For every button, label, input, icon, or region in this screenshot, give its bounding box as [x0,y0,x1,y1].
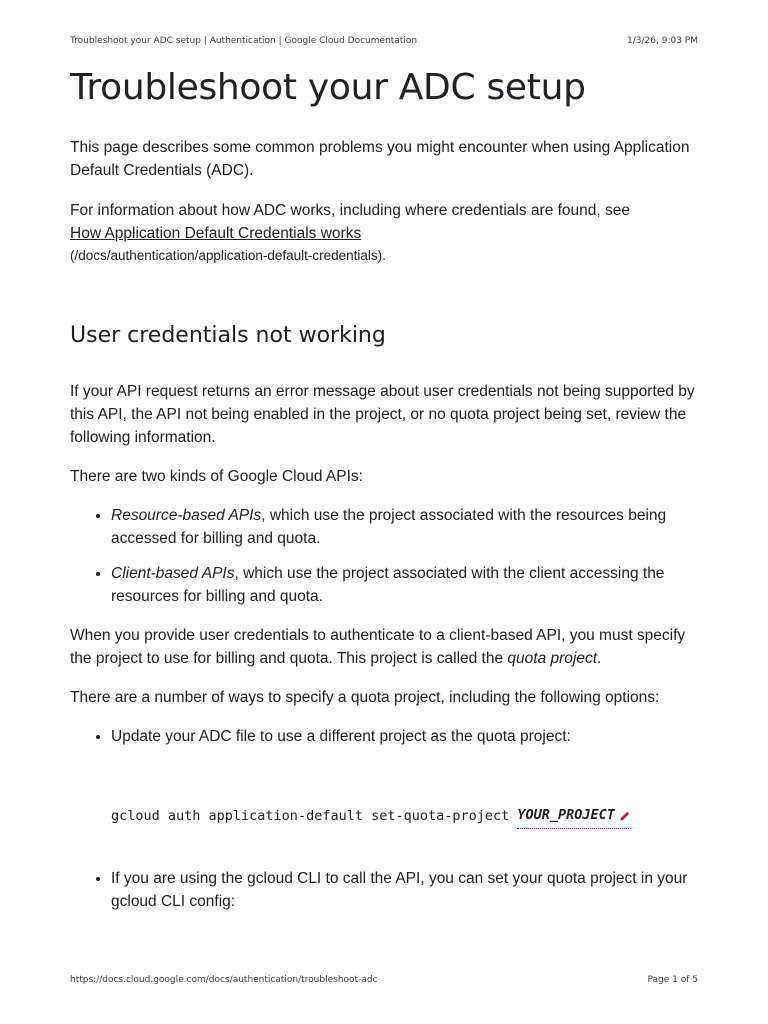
paragraph-text: When you provide user credentials to authenticate to a client-based API, you must specify the project to use for billing and quota. This project is called the [70,627,686,667]
intro-paragraph: This page describes some common problems you might encounter when using Application Default Credentials (ADC). [70,139,690,179]
list-item-term: Client-based APIs [111,565,235,582]
section-paragraph-2: There are two kinds of Google Cloud APIs: [70,468,363,485]
print-header-title: Troubleshoot your ADC setup | Authentication | Google Cloud Documentation [70,36,418,46]
document-body [70,66,700,913]
info-text: For information about how ADC works, including where credentials are found, see [70,202,631,219]
project-placeholder[interactable] [517,804,631,829]
print-header-datetime: 1/3/26, 9:03 PM [627,36,698,46]
code-command: gcloud auth application-default set-quota-project [111,808,518,824]
list-item-term: Resource-based APIs [111,507,262,524]
section-heading: User credentials not working [70,323,386,348]
print-header [70,36,698,46]
pencil-icon [619,810,631,822]
section-paragraph-1: If your API request returns an error message about user credentials not being supported by this API, the API not being enabled in the project, or no quota project being set, review the following information. [70,383,695,446]
adc-works-link[interactable]: How Application Default Credentials works [70,225,362,242]
footer-url: https://docs.cloud.google.com/docs/authentication/troubleshoot-adc [70,975,378,985]
placeholder-text: YOUR_PROJECT [517,807,615,823]
list-item-text: , which use the project associated with the resources being accessed for billing and quota. [111,507,667,547]
print-footer [70,975,698,985]
page-number: Page 1 of 5 [647,975,698,985]
info-paragraph [70,199,700,245]
list-item [111,562,700,608]
page-title: Troubleshoot your ADC setup [70,67,586,108]
section-paragraph-4: There are a number of ways to specify a quota project, including the following options: [70,689,660,706]
paragraph-end: . [597,650,602,667]
list-item [111,504,700,550]
options-list [70,725,700,913]
code-block [111,804,700,829]
list-item [111,867,700,913]
option-text: Update your ADC file to use a different project as the quota project: [111,728,571,745]
list-item-text: , which use the project associated with the client accessing the resources for billing and quota. [111,565,665,605]
option-text: If you are using the gcloud CLI to call the API, you can set your quota project in your gcloud CLI config: [111,870,688,910]
link-url: (/docs/authentication/application-default-credentials). [70,248,386,263]
api-kinds-list [70,504,700,608]
section-paragraph-3 [70,624,700,670]
list-item [111,725,700,829]
quota-project-term: quota project [507,650,598,667]
